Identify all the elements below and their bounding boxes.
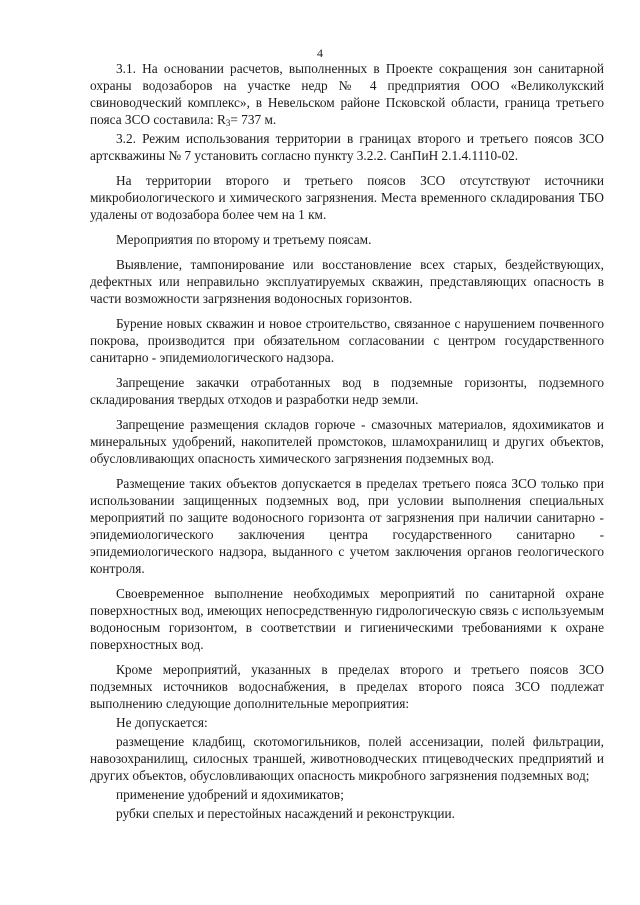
paragraph-logging: рубки спелых и перестойных насаждений и реконструкции. <box>116 806 455 821</box>
paragraph-injection-ban: Запрещение закачки отработанных вод в подземные горизонты, подземного складирования твердых отходов и разработки недр земли. <box>90 375 604 407</box>
document-body <box>90 60 604 822</box>
paragraph-cemeteries: размещение кладбищ, скотомогильников, полей ассенизации, полей фильтрации, навозохранилищ, силосных траншей, животноводческих птицеводческих предприятий и других объектов, обусловливающих опасность микробного загрязнения подземных вод; <box>90 734 604 783</box>
paragraph-fertilizers: применение удобрений и ядохимикатов; <box>116 787 344 802</box>
paragraph-wells: Выявление, тампонирование или восстановление всех старых, бездействующих, дефектных или неправильно эксплуатируемых скважин, представляющих опасность в части возможности загрязнения водоносных горизонтов. <box>90 257 604 306</box>
paragraph-3-1 <box>90 60 604 128</box>
paragraph-3-1-text: 3.1. На основании расчетов, выполненных в Проекте сокращения зон санитарной охраны водозаборов на участке недр № 4 предприятия ООО «Великолукский свиноводческий комплекс», в Невельском районе Псковской области, граница третьего пояса ЗСО составила: R <box>90 61 604 127</box>
paragraph-measures-heading: Мероприятия по второму и третьему поясам. <box>116 232 372 247</box>
paragraph-placement: Размещение таких объектов допускается в пределах третьего пояса ЗСО только при использовании защищенных подземных вод, при условии выполнения специальных мероприятий по защите водоносного горизонта от загрязнения при наличии санитарно - эпидемиологического заключения центра государственного санитарно - эпидемиологического надзора, выданного с учетом заключения органов геологического контроля. <box>90 476 604 576</box>
paragraph-storage-ban: Запрещение размещения складов горюче - смазочных материалов, ядохимикатов и минеральных удобрений, накопителей промстоков, шламохранилищ и других объектов, обусловливающих опасность химического загрязнения подземных вод. <box>90 417 604 466</box>
radius-subscript: 3 <box>225 118 231 128</box>
paragraph-drilling: Бурение новых скважин и новое строительство, связанное с нарушением почвенного покрова, производится при обязательном согласовании с центром государственного санитарно - эпидемиологического надзора. <box>90 316 604 365</box>
paragraph-surface-waters: Своевременное выполнение необходимых мероприятий по санитарной охране поверхностных вод, имеющих непосредственную гидрологическую связь с используемым водоносным горизонтом, в соответствии и гигиеническими требованиями к охране поверхностных вод. <box>90 586 604 652</box>
paragraph-not-allowed: Не допускается: <box>116 715 208 730</box>
page-number: 4 <box>317 46 323 60</box>
paragraph-additional-measures: Кроме мероприятий, указанных в пределах второго и третьего поясов ЗСО подземных источников водоснабжения, в пределах второго пояса ЗСО подлежат выполнению следующие дополнительные мероприятия: <box>90 662 604 711</box>
paragraph-no-sources: На территории второго и третьего поясов ЗСО отсутствуют источники микробиологического и химического загрязнения. Места временного складирования ТБО удалены от водозабора более чем на 1 км. <box>90 173 604 222</box>
paragraph-3-2: 3.2. Режим использования территории в границах второго и третьего поясов ЗСО артскважины № 7 установить согласно пункту 3.2.2. СанПиН 2.1.4.1110-02. <box>90 131 604 163</box>
radius-value: = 737 м. <box>230 112 277 127</box>
